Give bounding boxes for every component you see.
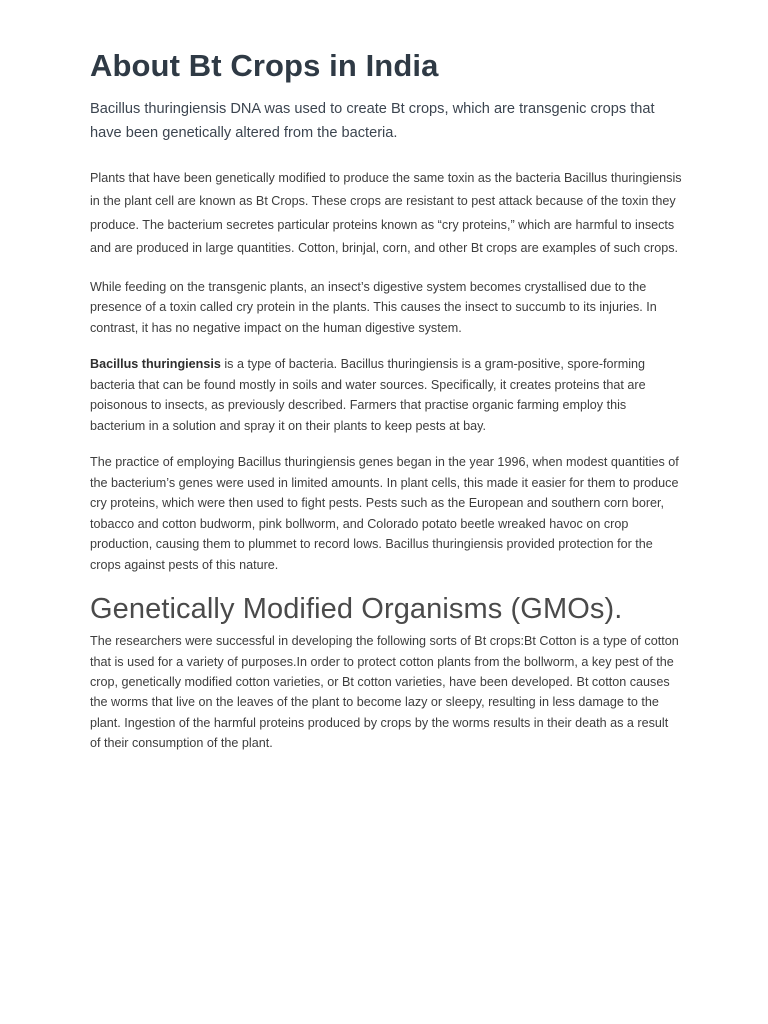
bacillus-description-text: is a type of bacteria. Bacillus thuringiensis is a gram-positive, spore-forming bacteria that can be found mostly in soils and water sources. Specifically, it creates proteins that are poisonous to insects, as previously described. Farmers that practise organic farming employ this bacterium in a solution and spray it on their plants to keep pests at bay.: [90, 357, 646, 433]
bacillus-term-bold: Bacillus thuringiensis: [90, 357, 221, 372]
paragraph-history-1996: The practice of employing Bacillus thuringiensis genes began in the year 1996, when modest quantities of the bacterium’s genes were used in limited amounts. In plant cells, this made it easier for them to produce cry proteins, which were then used to fight pests. Pests such as the European and southern corn borer, tobacco and cotton budworm, pink bollworm, and Colorado potato beetle wreaked havoc on crop production, causing them to plummet to record lows. Bacillus thuringiensis provided protection for the crops against pests of this nature.: [90, 455, 679, 572]
paragraph-bt-cotton: The researchers were successful in developing the following sorts of Bt crops:Bt Cotton is a type of cotton that is used for a variety of purposes.In order to protect cotton plants from the bollworm, a key pest of the crop, genetically modified cotton varieties, or Bt cotton varieties, have been developed. Bt cotton causes the worms that live on the leaves of the plant to become lazy or sleepy, resulting in less damage to the plant. Ingestion of the harmful proteins produced by crops by the worms results in their death as a result of their consumption of the plant.: [90, 634, 679, 751]
paragraph-bt-crops-definition: Plants that have been genetically modified to produce the same toxin as the bacteria Bacillus thuringiensis in the plant cell are known as Bt Crops. These crops are resistant to pest attack because of the toxin they produce. The bacterium secretes particular proteins known as “cry proteins,” which are harmful to insects and are produced in large quantities. Cotton, brinjal, corn, and other Bt crops are examples of such crops.: [90, 171, 682, 256]
lead-paragraph: Bacillus thuringiensis DNA was used to create Bt crops, which are transgenic crops that have been genetically altered from the bacteria.: [90, 101, 655, 141]
paragraph-insect-digestion: While feeding on the transgenic plants, an insect’s digestive system becomes crystallised due to the presence of a toxin called cry protein in the plants. This causes the insect to succumb to its injuries. In contrast, it has no negative impact on the human digestive system.: [90, 279, 657, 335]
article-body: [90, 44, 682, 754]
section-heading-gmos: Genetically Modified Organisms (GMOs).: [90, 593, 623, 626]
paragraph-bacillus-description: [90, 354, 682, 436]
page-title: About Bt Crops in India: [90, 48, 439, 83]
